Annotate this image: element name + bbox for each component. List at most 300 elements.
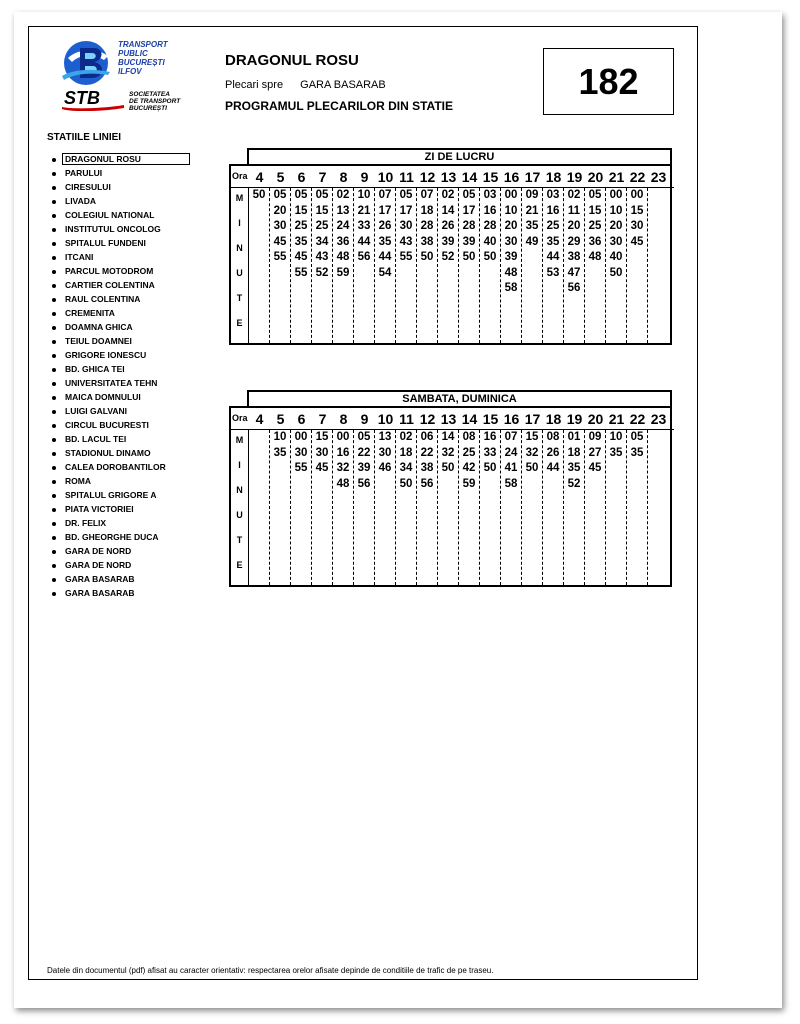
timetable-title: SAMBATA, DUMINICA — [247, 390, 672, 406]
departure-minute: 20 — [504, 220, 518, 232]
departure-minute: 34 — [399, 462, 413, 474]
station-name: GARA DE NORD — [65, 546, 132, 556]
station-name: BD. GHEORGHE DUCA — [65, 532, 159, 542]
hour-cell: 23 — [650, 169, 667, 185]
station-name: GRIGORE IONESCU — [65, 350, 147, 360]
station-name: ITCANI — [65, 252, 94, 262]
departure-minute: 58 — [504, 282, 518, 294]
departure-minute: 44 — [546, 462, 560, 474]
departure-minute: 28 — [462, 220, 476, 232]
departure-minute: 35 — [630, 446, 644, 459]
departure-minute: 26 — [546, 446, 560, 459]
departure-minute: 32 — [336, 462, 350, 474]
station-name: LIVADA — [65, 196, 97, 206]
departure-minute: 20 — [567, 220, 581, 232]
station-name: PARULUI — [65, 168, 103, 178]
hour-cell: 11 — [399, 169, 414, 185]
minute-column — [627, 430, 648, 585]
minute-column — [291, 188, 312, 343]
departure-minute: 38 — [420, 462, 434, 474]
departure-minute: 50 — [462, 251, 476, 263]
departure-minute: 05 — [630, 431, 644, 443]
station-item — [50, 419, 190, 433]
hour-cell: 23 — [650, 411, 667, 427]
minute-letter: U — [236, 268, 243, 278]
departure-minute: 05 — [273, 189, 287, 201]
hour-cell: 10 — [377, 169, 394, 185]
operator-line: BUCUREȘTI — [118, 58, 165, 67]
stb-logo-text: STB — [64, 88, 100, 108]
minute-column — [543, 188, 564, 343]
departure-minute: 07 — [420, 189, 434, 201]
minute-column — [312, 430, 333, 585]
departure-minute: 56 — [357, 251, 371, 263]
station-item — [50, 475, 190, 489]
departure-minute: 48 — [588, 251, 602, 263]
hour-cell: 20 — [587, 411, 604, 427]
departure-minute: 35 — [273, 446, 287, 459]
minute-column — [375, 430, 396, 585]
departure-minute: 30 — [630, 220, 644, 232]
departure-minute: 14 — [441, 431, 455, 443]
departure-minute: 30 — [315, 446, 329, 459]
departure-minute: 05 — [294, 189, 308, 201]
station-item — [50, 559, 190, 573]
departure-minute: 06 — [420, 431, 434, 443]
departure-minute: 54 — [378, 266, 392, 279]
station-name: PARCUL MOTODROM — [65, 266, 154, 276]
minute-letter: U — [236, 510, 243, 520]
hour-header-row — [231, 408, 674, 430]
departure-minute: 17 — [462, 204, 476, 217]
minute-column — [333, 430, 354, 585]
station-name: CIRESULUI — [65, 182, 111, 192]
departure-minute: 35 — [294, 235, 308, 248]
hour-cell: 5 — [276, 169, 285, 185]
hour-cell: 18 — [545, 411, 562, 427]
hour-cell: 6 — [297, 411, 306, 427]
hour-cell: 17 — [524, 169, 541, 185]
minute-column — [648, 188, 669, 343]
departure-minute: 39 — [504, 251, 518, 263]
departure-minute: 32 — [441, 446, 455, 459]
departure-minute: 05 — [588, 189, 602, 201]
operator-name — [118, 40, 168, 76]
station-item — [50, 503, 190, 517]
minute-column — [354, 430, 375, 585]
departure-minute: 30 — [294, 446, 308, 459]
minute-column — [417, 430, 438, 585]
departure-minute: 35 — [609, 446, 623, 459]
hour-cell: 14 — [461, 411, 478, 427]
minute-column — [585, 188, 606, 343]
departure-minute: 43 — [315, 251, 329, 263]
hour-cell: 21 — [608, 169, 625, 185]
departure-minute: 20 — [273, 204, 287, 217]
minute-letter: I — [238, 460, 241, 470]
departure-minute: 44 — [378, 251, 392, 263]
departure-minute: 45 — [315, 462, 329, 474]
minute-letter: T — [236, 535, 243, 545]
departure-minute: 22 — [420, 446, 434, 459]
hour-cell: 12 — [419, 411, 436, 427]
departure-minute: 53 — [546, 266, 560, 279]
departure-minute: 07 — [378, 189, 392, 201]
minute-column — [312, 188, 333, 343]
station-name: ROMA — [65, 476, 91, 486]
station-item — [50, 195, 190, 209]
hour-cell: 13 — [440, 169, 457, 185]
departure-minute: 52 — [441, 251, 455, 263]
departure-minute: 29 — [567, 235, 581, 248]
departure-minute: 30 — [378, 446, 392, 459]
direction-label: Plecari spre — [225, 79, 284, 91]
departure-minute: 48 — [336, 477, 350, 490]
station-item — [50, 433, 190, 447]
departure-minute: 01 — [567, 431, 581, 443]
ora-label: Ora — [232, 171, 248, 181]
departure-minute: 40 — [609, 251, 623, 263]
departure-minute: 17 — [399, 204, 413, 217]
station-name: CIRCUL BUCURESTI — [65, 420, 149, 430]
departure-minute: 39 — [462, 235, 476, 248]
station-name: UNIVERSITATEA TEHN — [65, 378, 158, 388]
departure-minute: 55 — [294, 266, 308, 279]
departure-minute: 05 — [357, 431, 371, 443]
departure-minute: 45 — [294, 251, 308, 263]
station-item — [50, 363, 190, 377]
departure-minute: 55 — [399, 251, 413, 263]
ora-label: Ora — [232, 413, 248, 423]
departure-minute: 49 — [525, 235, 539, 248]
stations-title: STATIILE LINIEI — [47, 132, 122, 143]
departure-minute: 30 — [609, 235, 623, 248]
hour-cell: 20 — [587, 169, 604, 185]
departure-minute: 25 — [294, 220, 308, 232]
station-name: TEIUL DOAMNEI — [65, 336, 132, 346]
station-name: RAUL COLENTINA — [65, 294, 141, 304]
departure-minute: 15 — [315, 204, 329, 217]
station-name: SPITALUL GRIGORE A — [65, 490, 157, 500]
departure-minute: 05 — [315, 189, 329, 201]
minute-column — [375, 188, 396, 343]
program-title: PROGRAMUL PLECARILOR DIN STATIE — [225, 99, 453, 113]
minute-column — [249, 188, 270, 343]
stb-logo-icon — [60, 87, 126, 111]
minute-letter: N — [236, 485, 243, 495]
departure-minute: 35 — [546, 235, 560, 248]
departure-minute: 27 — [588, 446, 602, 459]
station-name: GARA BASARAB — [65, 588, 135, 598]
operator-line: TRANSPORT — [118, 40, 168, 49]
station-name: SPITALUL FUNDENI — [65, 238, 146, 248]
minute-letter: T — [236, 293, 243, 303]
hour-cell: 4 — [255, 169, 264, 185]
departure-minute: 13 — [336, 204, 350, 217]
station-item — [50, 377, 190, 391]
station-item — [50, 223, 190, 237]
hour-cell: 7 — [318, 169, 327, 185]
departure-minute: 50 — [252, 189, 266, 201]
minute-column — [270, 188, 291, 343]
minute-column — [564, 188, 585, 343]
departure-minute: 36 — [336, 235, 350, 248]
station-list — [50, 153, 190, 601]
station-name: DRAGONUL ROSU — [62, 153, 190, 165]
minute-column — [501, 430, 522, 585]
departure-minute: 17 — [378, 204, 392, 217]
departure-minute: 56 — [420, 477, 434, 490]
departure-minute: 55 — [294, 462, 308, 474]
minute-column — [522, 430, 543, 585]
departure-minute: 59 — [336, 266, 350, 279]
station-item — [50, 517, 190, 531]
hour-cell: 14 — [461, 169, 478, 185]
departure-minute: 28 — [420, 220, 434, 232]
departure-minute: 16 — [546, 204, 560, 217]
departure-minute: 30 — [399, 220, 413, 232]
tpbi-logo-icon — [60, 38, 118, 88]
departure-minute: 33 — [483, 446, 497, 459]
departure-minute: 38 — [420, 235, 434, 248]
station-item — [50, 405, 190, 419]
station-item — [50, 573, 190, 587]
departure-minute: 56 — [567, 282, 581, 294]
departure-minute: 59 — [462, 477, 476, 490]
departure-minute: 21 — [525, 204, 539, 217]
departure-minute: 46 — [378, 462, 392, 474]
minute-letter: E — [236, 560, 243, 570]
timetable-title: ZI DE LUCRU — [247, 148, 672, 164]
departure-minute: 00 — [630, 189, 644, 201]
timetable-grid — [229, 406, 672, 587]
hour-cell: 22 — [629, 411, 646, 427]
hour-cell: 5 — [276, 411, 285, 427]
minute-column — [606, 188, 627, 343]
departure-minute: 13 — [378, 431, 392, 443]
departure-minute: 40 — [483, 235, 497, 248]
station-item — [50, 153, 190, 167]
departure-minute: 14 — [441, 204, 455, 217]
departure-minute: 35 — [525, 220, 539, 232]
station-item — [50, 391, 190, 405]
departure-minute: 05 — [462, 189, 476, 201]
hour-cell: 7 — [318, 411, 327, 427]
departure-minute: 15 — [315, 431, 329, 443]
hour-cell: 6 — [297, 169, 306, 185]
departure-minute: 28 — [483, 220, 497, 232]
departure-minute: 02 — [399, 431, 413, 443]
minute-letter: M — [235, 435, 244, 445]
departure-minute: 56 — [357, 477, 371, 490]
departure-minute: 38 — [567, 251, 581, 263]
departure-minute: 08 — [462, 431, 476, 443]
station-item — [50, 321, 190, 335]
departure-minute: 41 — [504, 462, 518, 474]
departure-minute: 02 — [441, 189, 455, 201]
departure-minute: 25 — [315, 220, 329, 232]
departure-minute: 25 — [462, 446, 476, 459]
minute-column — [459, 430, 480, 585]
departure-minute: 35 — [567, 462, 581, 474]
minute-letter: I — [238, 218, 241, 228]
direction-line — [225, 79, 386, 91]
minute-column — [501, 188, 522, 343]
station-item — [50, 167, 190, 181]
departure-minute: 45 — [273, 235, 287, 248]
line-number: 182 — [578, 60, 639, 102]
departure-minute: 33 — [357, 220, 371, 232]
hour-cell: 17 — [524, 411, 541, 427]
station-name: CALEA DOROBANTILOR — [65, 462, 166, 472]
departure-minute: 10 — [609, 431, 623, 443]
minute-column — [648, 430, 669, 585]
departure-minute: 58 — [504, 477, 518, 490]
station-name: INSTITUTUL ONCOLOG — [65, 224, 161, 234]
direction-destination: GARA BASARAB — [300, 79, 386, 91]
hour-cell: 12 — [419, 169, 436, 185]
hour-cell: 19 — [566, 169, 583, 185]
hour-cell: 9 — [360, 169, 369, 185]
minute-column — [438, 430, 459, 585]
hour-cell: 21 — [608, 411, 625, 427]
station-item — [50, 447, 190, 461]
departure-minute: 16 — [336, 446, 350, 459]
minute-column — [480, 188, 501, 343]
departure-minute: 24 — [504, 446, 518, 459]
departure-minute: 32 — [525, 446, 539, 459]
departure-minute: 47 — [567, 266, 581, 279]
station-name: COLEGIUL NATIONAL — [65, 210, 155, 220]
hour-cell: 8 — [339, 169, 348, 185]
minute-column — [270, 430, 291, 585]
station-name: LUIGI GALVANI — [65, 406, 128, 416]
hour-cell: 8 — [339, 411, 348, 427]
minute-column — [354, 188, 375, 343]
minute-column — [627, 188, 648, 343]
departure-minute: 35 — [378, 235, 392, 248]
departure-minute: 39 — [441, 235, 455, 248]
departure-minute: 55 — [273, 251, 287, 263]
minute-column — [459, 188, 480, 343]
hour-cell: 11 — [399, 411, 414, 427]
departure-minute: 52 — [315, 266, 329, 279]
minute-column — [522, 188, 543, 343]
station-name: MAICA DOMNULUI — [65, 392, 141, 402]
departure-minute: 50 — [441, 462, 455, 474]
station-item — [50, 489, 190, 503]
departure-minute: 15 — [294, 204, 308, 217]
timetable-grid — [229, 164, 672, 345]
station-item — [50, 237, 190, 251]
stb-line: SOCIETATEA — [129, 91, 170, 98]
stb-name — [129, 91, 180, 112]
departure-minute: 50 — [525, 462, 539, 474]
departure-minute: 50 — [399, 477, 413, 490]
station-name: PIATA VICTORIEI — [65, 504, 134, 514]
minute-column — [585, 430, 606, 585]
minute-column — [417, 188, 438, 343]
minute-column — [333, 188, 354, 343]
station-title: DRAGONUL ROSU — [225, 52, 359, 69]
station-item — [50, 279, 190, 293]
station-item — [50, 531, 190, 545]
station-name: GARA BASARAB — [65, 574, 135, 584]
departure-minute: 15 — [525, 431, 539, 443]
departure-minute: 09 — [525, 189, 539, 201]
departure-minute: 30 — [504, 235, 518, 248]
departure-minute: 10 — [609, 204, 623, 217]
station-item — [50, 181, 190, 195]
departure-minute: 48 — [504, 266, 518, 279]
minute-letter: N — [236, 243, 243, 253]
station-item — [50, 307, 190, 321]
station-item — [50, 251, 190, 265]
station-item — [50, 587, 190, 601]
departure-minute: 21 — [357, 204, 371, 217]
departure-minute: 00 — [336, 431, 350, 443]
hour-cell: 16 — [503, 411, 520, 427]
station-item — [50, 265, 190, 279]
departure-minute: 44 — [357, 235, 371, 248]
stb-line: BUCUREȘTI — [129, 105, 167, 112]
minute-column — [438, 188, 459, 343]
minute-column — [249, 430, 270, 585]
departure-minute: 05 — [399, 189, 413, 201]
hour-cell: 10 — [377, 411, 394, 427]
hour-cell: 4 — [255, 411, 264, 427]
departure-minute: 18 — [420, 204, 434, 217]
minute-letter: M — [235, 193, 244, 203]
line-number-box — [543, 48, 674, 115]
departure-minute: 00 — [294, 431, 308, 443]
hour-cell: 22 — [629, 169, 646, 185]
hour-cell: 16 — [503, 169, 520, 185]
hour-cell: 15 — [482, 169, 499, 185]
departure-minute: 30 — [273, 220, 287, 232]
departure-minute: 20 — [609, 220, 623, 232]
departure-minute: 18 — [399, 446, 413, 459]
station-name: CARTIER COLENTINA — [65, 280, 155, 290]
hour-header-row — [231, 166, 674, 188]
hour-cell: 9 — [360, 411, 369, 427]
departure-minute: 22 — [357, 446, 371, 459]
minute-column — [396, 430, 417, 585]
departure-minute: 45 — [588, 462, 602, 474]
departure-minute: 42 — [462, 462, 476, 474]
minute-column — [564, 430, 585, 585]
station-item — [50, 349, 190, 363]
departure-minute: 26 — [441, 220, 455, 232]
station-name: DOAMNA GHICA — [65, 322, 133, 332]
departure-minute: 00 — [609, 189, 623, 201]
departure-minute: 10 — [273, 431, 287, 443]
station-name: GARA DE NORD — [65, 560, 132, 570]
departure-minute: 36 — [588, 235, 602, 248]
departure-minute: 50 — [609, 266, 623, 279]
station-item — [50, 293, 190, 307]
station-item — [50, 461, 190, 475]
minute-column — [480, 430, 501, 585]
operator-line: PUBLIC — [118, 49, 148, 58]
disclaimer-footer: Datele din documentul (pdf) afisat au caracter orientativ: respectarea orelor afisate depinde de conditiile de trafic de pe traseu. — [47, 966, 494, 975]
departure-minute: 24 — [336, 220, 350, 232]
hour-cell: 18 — [545, 169, 562, 185]
minute-label-column — [231, 188, 249, 343]
departure-minute: 18 — [567, 446, 581, 459]
departure-minute: 43 — [399, 235, 413, 248]
stb-line: DE TRANSPORT — [129, 98, 181, 105]
